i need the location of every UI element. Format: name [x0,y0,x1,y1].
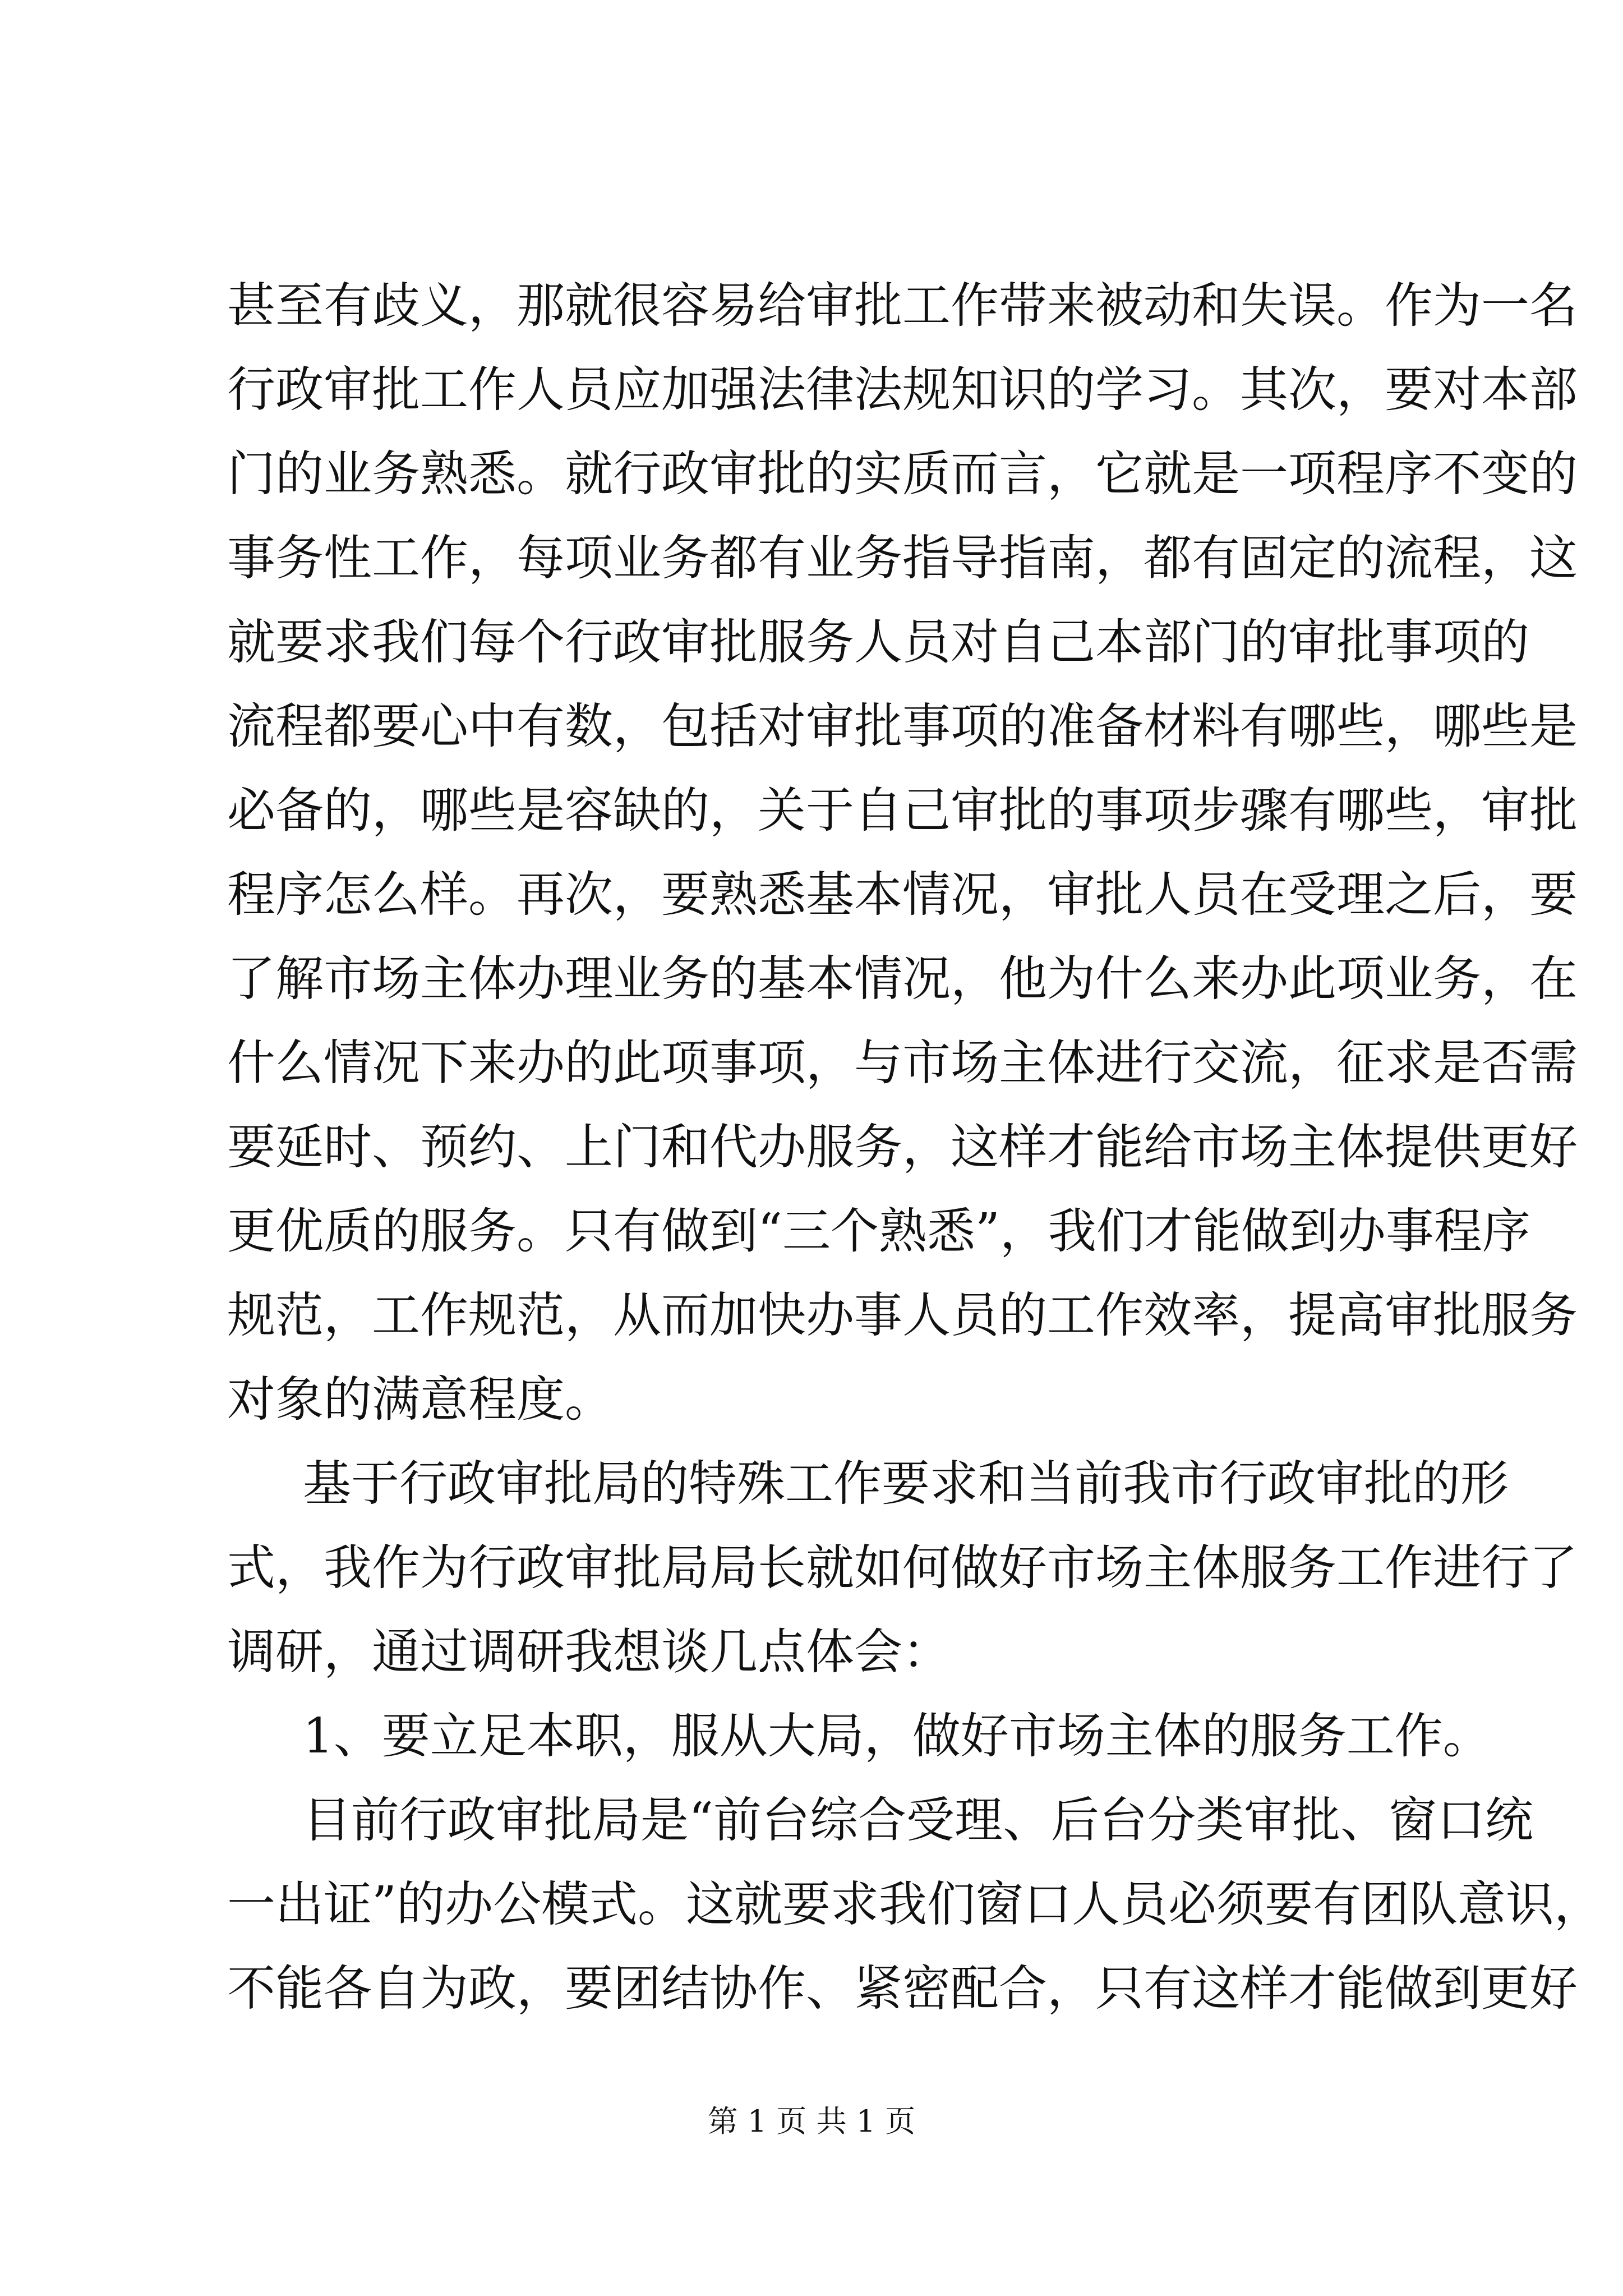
paragraph-first-line: 基于行政审批局的特殊工作要求和当前我市行政审批的形 [303,1456,1509,1512]
text-line: 式，我作为行政审批局局长就如何做好市场主体服务工作进行了 [227,1540,1578,1596]
text-line: 行政审批工作人员应加强法律法规知识的学习。其次，要对本部 [227,362,1578,418]
page-footer: 第 1 页 共 1 页 [707,2104,916,2139]
text-line: 调研，通过调研我想谈几点体会： [227,1624,951,1680]
paragraph-first-line: 目前行政审批局是“前台综合受理、后台分类审批、窗口统 [303,1792,1533,1848]
text-line: 必备的，哪些是容缺的，关于自己审批的事项步骤有哪些，审批 [227,783,1578,839]
text-line: 规范，工作规范，从而加快办事人员的工作效率，提高审批服务 [227,1287,1578,1343]
text-line: 事务性工作，每项业务都有业务指导指南，都有固定的流程，这 [227,530,1578,586]
text-line: 对象的满意程度。 [227,1372,613,1428]
text-line: 什么情况下来办的此项事项，与市场主体进行交流，征求是否需 [227,1035,1578,1091]
text-line: 了解市场主体办理业务的基本情况，他为什么来办此项业务，在 [227,951,1578,1007]
text-line: 就要求我们每个行政审批服务人员对自己本部门的审批事项的 [227,614,1529,670]
text-line: 不能各自为政，要团结协作、紧密配合，只有这样才能做到更好 [227,1961,1578,2017]
text-line: 门的业务熟悉。就行政审批的实质而言，它就是一项程序不变的 [227,446,1578,502]
text-line: 一出证”的办公模式。这就要求我们窗口人员必须要有团队意识， [227,1876,1602,1932]
text-line: 更优质的服务。只有做到“三个熟悉”，我们才能做到办事程序 [227,1203,1530,1259]
text-line: 甚至有歧义，那就很容易给审批工作带来被动和失误。作为一名 [227,278,1578,334]
numbered-heading: 1、要立足本职，服从大局，做好市场主体的服务工作。 [303,1708,1491,1764]
text-line: 流程都要心中有数，包括对审批事项的准备材料有哪些，哪些是 [227,698,1578,754]
text-line: 要延时、预约、上门和代办服务，这样才能给市场主体提供更好 [227,1119,1578,1175]
text-line: 程序怎么样。再次，要熟悉基本情况，审批人员在受理之后，要 [227,867,1578,923]
